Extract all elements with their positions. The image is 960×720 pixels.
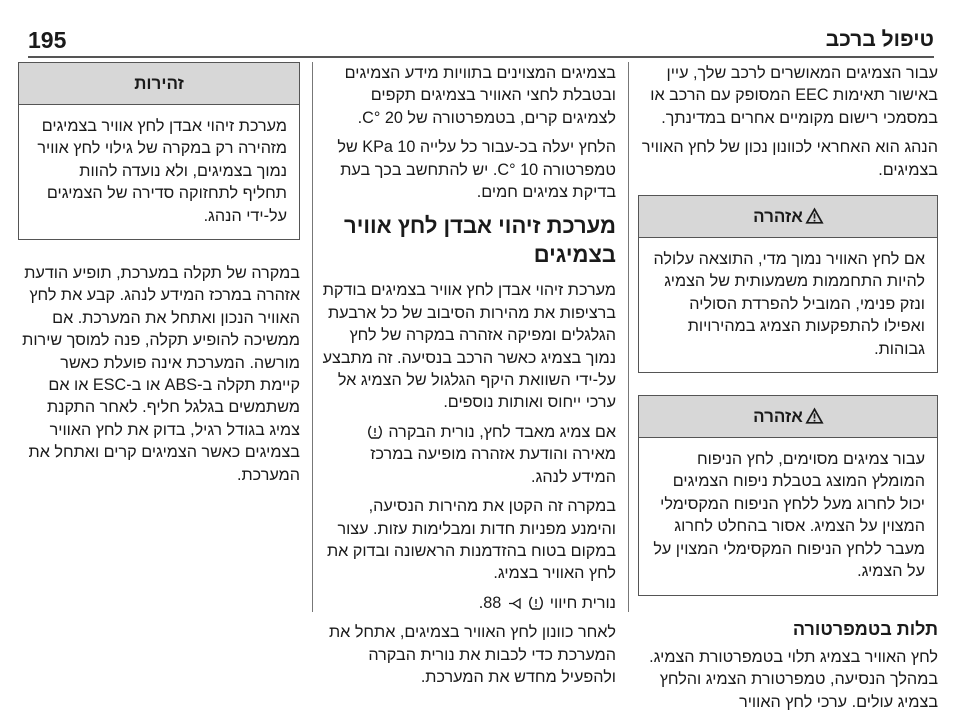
- column-right: [638, 62, 938, 720]
- pressure-loss-text-cont: מאירה והודעת אזהרה מופיעה במרכז המידע לנהג.: [370, 445, 616, 486]
- warning-triangle-icon: [806, 408, 823, 424]
- header-rule: [28, 56, 934, 58]
- pressure-loss-paragraph: [322, 421, 616, 488]
- tpms-heading: מערכת זיהוי אבדן לחץ אוויר בצמיגים: [344, 213, 616, 268]
- warning-label: אזהרה: [753, 407, 803, 427]
- column-left: [18, 62, 300, 493]
- warning-triangle-icon: [806, 208, 823, 224]
- reference-arrow-icon: [508, 597, 521, 610]
- cold-tire-paragraph: בצמיגים המצוינים בתוויות מידע הצמיגים ובטבלת לחצי האוויר בצמיגים תקפים לצמיגים קרים, בטמפרטורה של 20 °C.: [344, 64, 616, 127]
- warning-box-max-pressure: [638, 395, 938, 595]
- warning-box-header: [639, 396, 937, 438]
- page-header: [28, 24, 934, 54]
- caution-box-body: מערכת זיהוי אבדן לחץ אוויר בצמיגים מזהירה רק במקרה של גילוי לחץ אוויר נמוך בצמיגים, ולא נועדה להוות תחליף לתחזוקה סדירה של הצמיגים על-ידי הנהג.: [37, 117, 287, 225]
- column-divider: [312, 62, 313, 612]
- warning-box-body: אם לחץ האוויר נמוך מדי, התוצאה עלולה להיות התחממות משמעותית של הצמיג ונזק פנימי, המוביל להפרדת הסוליה ואפילו להתפקעות הצמיג במהירויות גבוהות.: [653, 250, 925, 358]
- warning-label: אזהרה: [753, 207, 803, 227]
- temperature-heading: תלות בטמפרטורה: [792, 618, 938, 639]
- column-divider: [628, 62, 629, 612]
- tpms-description: מערכת זיהוי אבדן לחץ אוויר בצמיגים בודקת ברציפות את מהירות הסיבוב של כל ארבעת הגלגלים ומפיקה אזהרה במקרה של לחץ נמוך בצמיג כאשר הרכב בנסיעה. זה מתבצע על-ידי השוואת היקף הגלגול של הצמיג אל ערכי ייחוס ואותות נוספים.: [322, 281, 616, 412]
- page-number: 195: [28, 27, 67, 53]
- tire-pressure-warning-icon: [529, 595, 543, 611]
- malfunction-paragraph: במקרה של תקלה במערכת, תופיע הודעת אזהרה במרכז המידע לנהג. קבע את לחץ האוויר הנכון ואתחל את המערכת. אם ממשיכה להופיע תקלה, פנה למוסך שירות מורשה. המערכת אינה פועלת כאשר קיימת תקלה ב-ABS או ב-ESC או אם משתמשים בגלגל חליף. לאחר התקנת צמיג בגודל רגיל, בדוק את לחץ האוויר בצמיגים כאשר הצמיגים קרים ואתחל את המערכת.: [22, 264, 300, 484]
- tire-pressure-warning-icon: [368, 424, 382, 440]
- pressure-loss-text: אם צמיג מאבד לחץ, נורית הבקרה: [388, 422, 616, 441]
- warning-box-underinflation: [638, 195, 938, 373]
- page-reference[interactable]: 88.: [478, 593, 502, 612]
- warning-box-header: [639, 196, 937, 238]
- indicator-reference: [322, 592, 616, 614]
- section-title: טיפול ברכב: [825, 28, 934, 51]
- caution-box-header: זהירות: [19, 63, 299, 105]
- column-middle: [322, 62, 616, 695]
- intro-paragraph: עבור הצמיגים המאושרים לרכב שלך, עיין באישור תאימות EEC המסופק עם הרכב או במסמכי רישום מקומיים אחרים במדינתך.: [650, 64, 938, 127]
- caution-box: [18, 62, 300, 240]
- indicator-label: נורית חיווי: [549, 593, 616, 612]
- temperature-paragraph: לחץ האוויר בצמיג תלוי בטמפרטורת הצמיג. במהלך הנסיעה, טמפרטורת הצמיג והלחץ בצמיג עולים. ערכי לחץ האוויר: [649, 647, 938, 711]
- reset-paragraph: לאחר כוונון לחץ האוויר בצמיגים, אתחל את המערכת כדי לכבות את נורית הבקרה ולהפעיל מחדש את המערכת.: [328, 623, 616, 686]
- warning-box-body: עבור צמיגים מסוימים, לחץ הניפוח המומלץ המוצג בטבלת ניפוח הצמיגים יכול לחרוג מעל ללחץ הניפוח המקסימלי המצוין על הצמיג. אסור בהחלט לחרוג מעבר ללחץ הניפוח המקסימלי המצוין על על הצמיג.: [653, 450, 925, 581]
- action-paragraph: במקרה זה הקטן את מהירות הנסיעה, והימנע מפניות חדות ומבלימות עזות. עצור במקום בטוח בהזדמנות הראשונה ובדוק את לחץ האוויר בצמיג.: [326, 497, 616, 583]
- driver-note: הנהג הוא האחראי לכוונון נכון של לחץ האוויר בצמיגים.: [641, 138, 938, 179]
- pressure-rise-paragraph: הלחץ יעלה בכ-עבור כל עלייה 10 KPa של טמפרטורה 10 °C. יש להתחשב בכך בעת בדיקת צמיגים חמים.: [337, 138, 616, 202]
